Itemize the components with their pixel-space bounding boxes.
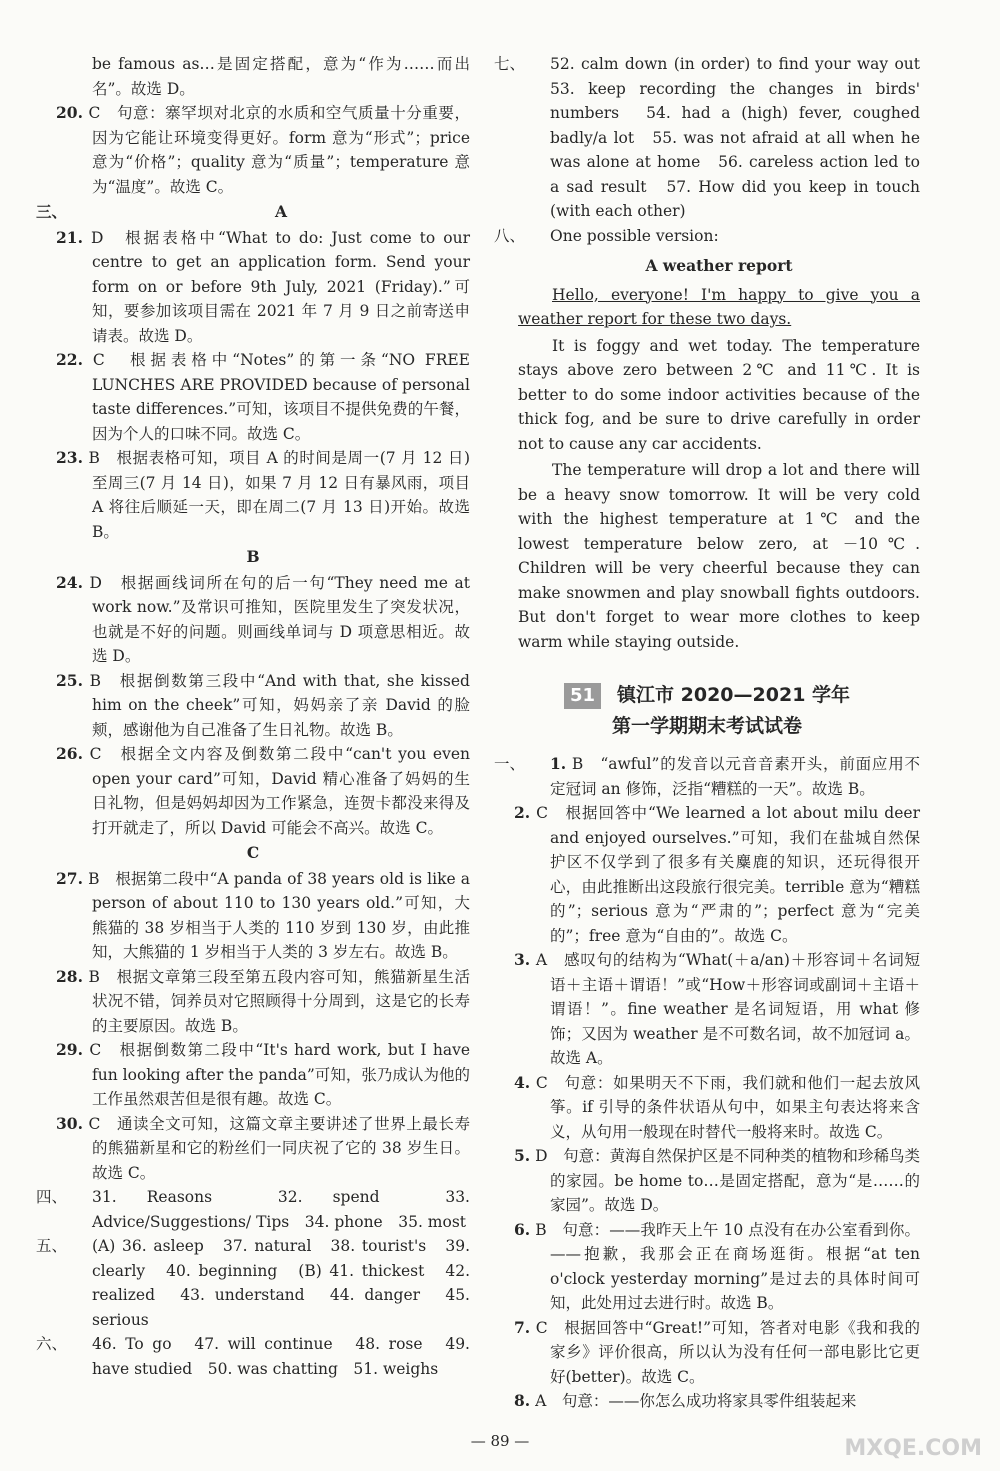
question-number: 27.	[56, 868, 83, 888]
section-label: 四、	[36, 1188, 68, 1206]
essay-title: A weather report	[645, 256, 793, 275]
answer-item	[494, 1389, 920, 1414]
question-number: 23.	[56, 448, 83, 467]
exam-number-badge: 51	[564, 683, 601, 709]
answer-text: B 根据文章第三段至第五段内容可知，熊猫新星生活状况不错，饲养员对它照顾得十分周到，这是它的长寿的主要原因。故选 B。	[88, 967, 470, 1035]
answer-item	[494, 752, 920, 801]
answer-item	[36, 101, 470, 199]
exam-title-line1: 镇江市 2020—2021 学年	[617, 684, 851, 706]
question-number: 20.	[56, 103, 83, 122]
question-number: 6.	[514, 1219, 531, 1239]
answer-item	[36, 348, 470, 446]
answer-text: D 句意：黄海自然保护区是不同种类的植物和珍稀鸟类的家园。be home to…是固定搭配，意为“是……的家园”。故选 D。	[535, 1147, 920, 1214]
answer-text: B “awful”的发音以元音音素开头，前面应用不定冠词 an 修饰，泛指“糟糕的一天”。故选 B。	[550, 755, 920, 798]
answer-item	[494, 801, 920, 948]
answer-item	[36, 965, 470, 1039]
exam-heading	[494, 680, 920, 742]
answer-item	[36, 742, 470, 840]
answer-text: B 根据表格可知，项目 A 的时间是周一(7 月 12 日)至周三(7 月 14 日)，如果 7 月 12 日有暴风雨，项目 A 将往后顺延一天，即在周二(7 月 13 日)开始。故选 B。	[88, 449, 470, 541]
answer-item	[494, 1144, 920, 1218]
answer-text: B 根据倒数第三段中“And with that, she kissed him on the cheek”可知，妈妈亲了亲 David 的脸颊，感谢他为自己准备了生日礼物。故选 B。	[89, 671, 470, 739]
answer-text: C 根据倒数第二段中“It's hard work, but I have fun looking after the panda”可知，张乃成认为他的工作虽然艰苦但是很有趣。故选 C。	[89, 1041, 470, 1108]
question-number: 24.	[56, 572, 83, 592]
answer-item	[36, 1112, 470, 1186]
exam-title-line2: 第一学期期末考试试卷	[611, 715, 802, 737]
answer-list	[494, 752, 920, 1414]
section	[36, 1332, 470, 1381]
watermark-logo: MXQE.COM	[844, 1435, 982, 1461]
section-8	[494, 224, 920, 249]
answer-text: C 根据回答中“We learned a lot about milu deer and enjoyed ourselves.”可知，我们在盐城自然保护区不仅学到了很多有关麋鹿的知识，还玩得很开心，由此推断出这段旅行很完美。terrible 意为“糟糕的”；serious 意为“严肃的”；perfect 意为“完美的”；free 意为“自由的”。故选 C。	[536, 804, 920, 945]
section-label: 五、	[36, 1237, 68, 1255]
section-7	[494, 52, 936, 224]
answer-item	[36, 1038, 470, 1112]
answer-text: B 句意：——我昨天上午 10 点没有在办公室看到你。——抱歉，我那会正在商场逛街。根据“at ten o'clock yesterday morning”是过去的具体时间可知，此处用过去进行时。故选 B。	[535, 1220, 920, 1312]
answer-item	[36, 226, 470, 349]
question-number: 21.	[56, 227, 83, 247]
section-answers: A	[274, 202, 288, 221]
answer-item	[36, 867, 470, 965]
right-column	[494, 52, 936, 1414]
answer-item	[494, 1316, 920, 1390]
answer-text: A 句意：——你怎么成功将家具零件组装起来	[535, 1392, 857, 1410]
question-number: 1.	[550, 754, 567, 773]
section	[36, 200, 470, 225]
answer-text: A 感叹句的结构为“What(＋a/an)＋形容词＋名词短语＋主语＋谓语！”或“How＋形容词或副词＋主语＋谓语！”。fine weather 是名词短语，用 what 修饰；又因为 weather 是不可数名词，故不加冠词 a。故选 A。	[535, 951, 920, 1067]
answer-item	[36, 571, 470, 669]
section-answers: (A) 36. asleep 37. natural 38. tourist's 39. clearly 40. beginning (B) 41. thickest 42. realized 43. understand 44. danger 45. serious	[92, 1237, 470, 1329]
answer-item	[494, 1071, 920, 1145]
answer-text: C 根据表格中“Notes”的第一条“NO FREE LUNCHES ARE PROVIDED because of personal taste differences.”可知，该项目不提供免费的午餐，因为个人的口味不同。故选 C。	[92, 351, 470, 443]
section-label: 一、	[494, 755, 526, 773]
passage-label: B	[246, 547, 260, 566]
left-column	[36, 52, 470, 1381]
section-7-answers: 52. calm down (in order) to find your way out 53. keep recording the changes in birds' numbers 54. had a (high) fever, coughed badly/a lot 55. was not afraid at all when he was alone at home 56. careless action led to a sad result 57. How did you keep in touch (with each other)	[550, 55, 936, 220]
page-number: — 89 —	[470, 1432, 530, 1450]
answer-item	[36, 446, 470, 544]
section	[36, 1185, 470, 1234]
section-label: 三、	[36, 202, 68, 221]
essay-paragraph: Hello, everyone! I'm happy to give you a weather report for these two days.	[518, 285, 920, 328]
answer-text: D 根据表格中“What to do: Just come to our centre to get an application form. Send your form on or before 9th July, 2021 (Friday).”可知，要参加该项目需在 2021 年 7 月 9 日之前寄送申请表。故选 D。	[90, 228, 470, 345]
question-number: 7.	[514, 1317, 531, 1337]
question-number: 30.	[56, 1113, 83, 1133]
answer-item	[494, 1218, 920, 1316]
section-label: 七、	[494, 55, 526, 73]
question-number: 22.	[56, 350, 83, 369]
question-number: 25.	[56, 670, 83, 690]
answer-text: C 句意：如果明天不下雨，我们就和他们一起去放风筝。if 引导的条件状语从句中，如果主句表达将来含义，从句用一般现在时替代一般将来时。故选 C。	[535, 1073, 920, 1141]
section	[36, 1234, 470, 1332]
question-number: 2.	[514, 803, 531, 822]
answer-text: C 根据回答中“Great!”可知，答者对电影《我和我的家乡》评价很高，所以认为没有任何一部电影比它更好(better)。故选 C。	[535, 1318, 920, 1386]
section-label: 六、	[36, 1335, 68, 1353]
answer-text: C 句意：寨罕坝对北京的水质和空气质量十分重要，因为它能让环境变得更好。form 意为“形式”；price 意为“价格”；quality 意为“质量”；temperature 意为“温度”。故选 C。	[88, 104, 470, 196]
section-answers: 31. Reasons 32. spend 33. Advice/Suggestions/ Tips 34. phone 35. most	[92, 1188, 470, 1231]
question-number: 5.	[514, 1146, 531, 1165]
essay-paragraph: It is foggy and wet today. The temperature stays above zero between 2℃ and 11℃. It is better to do some indoor activities because of the thick fog, and be sure to drive carefully in order not to cause any car accidents.	[518, 336, 920, 453]
answer-text: C 通读全文可知，这篇文章主要讲述了世界上最长寿的熊猫新星和它的粉丝们一同庆祝了它的 38 岁生日。故选 C。	[88, 1114, 470, 1182]
question-number: 26.	[56, 744, 83, 763]
question-number: 4.	[514, 1072, 531, 1092]
answer-text: C 根据全文内容及倒数第二段中“can't you even open your card”可知，David 精心准备了妈妈的生日礼物，但是妈妈却因为工作紧急，连贺卡都没来得及打开就走了，所以 David 可能会不高兴。故选 C。	[89, 745, 470, 837]
question-number: 28.	[56, 966, 83, 986]
essay-paragraph: The temperature will drop a lot and there will be a heavy snow tomorrow. It will be very cold with the highest temperature at 1℃ and the lowest temperature below zero, at －10℃. Children will be very cheerful because they can make snowmen and play snowball fights outdoors. But don't forget to wear more clothes to keep warm while staying outside.	[518, 461, 920, 651]
answer-continuation: be famous as…是固定搭配，意为“作为……而出名”。故选 D。	[92, 55, 470, 98]
answer-item	[36, 669, 470, 743]
section-answers: 46. To go 47. will continue 48. rose 49. have studied 50. was chatting 51. weighs	[92, 1335, 470, 1378]
essay	[494, 254, 920, 654]
passage-label: C	[246, 843, 260, 862]
answer-item	[494, 948, 920, 1071]
section-label: 八、	[494, 226, 526, 245]
section-8-intro: One possible version:	[550, 226, 719, 245]
answer-text: D 根据画线词所在句的后一句“They need me at work now.”及常识可推知，医院里发生了突发状况，也就是不好的问题。则画线单词与 D 项意思相近。故选 D。	[89, 573, 470, 665]
answer-text: B 根据第二段中“A panda of 38 years old is like a person of about 110 to 130 years old.”可知，大熊猫的 38 岁相当于人类的 110 岁到 130 岁，由此推知，大熊猫的 1 岁相当于人类的 3 岁左右。故选 B。	[88, 869, 470, 961]
question-number: 3.	[514, 950, 531, 969]
question-number: 29.	[56, 1040, 83, 1059]
question-number: 8.	[514, 1391, 531, 1410]
